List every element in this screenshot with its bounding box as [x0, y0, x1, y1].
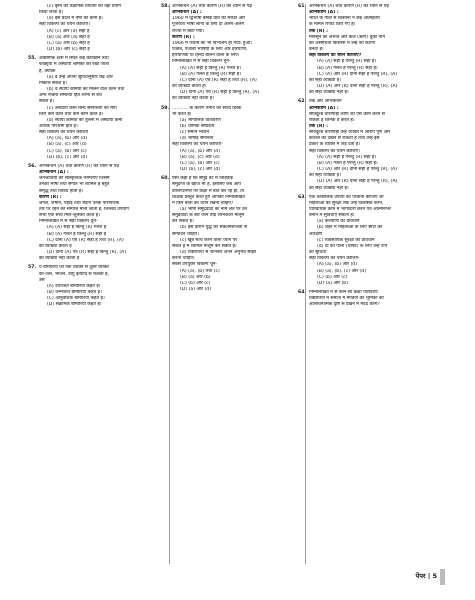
question-block: [298, 4, 445, 96]
text-line: (C) (A) और (R) दोनों सही हैं परन्तु (R), (A): [317, 167, 398, 173]
text-line: (D) (b), (c) और (d): [180, 167, 221, 173]
text-line: उसे: [39, 277, 45, 283]
text-line: तर्क (R) :: [309, 28, 328, 34]
text-line: (C) दोनों (A) एवं (R) सही हैं तथा (R), (A): [47, 237, 124, 243]
text-line: निकाल सकते हैं।: [39, 80, 67, 86]
text-line: (A) (A) सही है परन्तु (R) सही है।: [317, 154, 377, 160]
question-number: 58.: [161, 4, 170, 9]
text-line: तर्क और अभिकथन: [309, 99, 342, 105]
text-line: की सही व्याख्या नहीं है।: [309, 90, 349, 96]
text-line: कौशल को देखने से रोकती है तथा उन्हें इस: [309, 136, 380, 142]
text-line: (C) (b) और (c): [180, 280, 211, 286]
text-line: गुजराती भाषी लोगों के लिए दो अलग-अलग: [172, 22, 245, 28]
text-line: शिक्षक प्रस्तुत करते हुए आपको निम्नलिखित: [172, 194, 245, 200]
text-line: (A) (A) सही है परन्तु (R) सही है।: [317, 59, 377, 65]
column-divider: [305, 4, 306, 564]
text-line: आरक्षण: [309, 231, 323, 237]
text-line: जंगल, जमीन, पहाड़ तथा मैदान उनके पारम्परिक: [39, 200, 119, 206]
text-line: सम्पादन चाहिए।: [172, 231, 199, 237]
text-line: ........... के कारण तनाव को सोचा डिस्क: [172, 105, 242, 111]
text-line: सकते हैं में शामिल मालूम कर सकते हैं।: [172, 243, 237, 249]
text-line: पारिवारिक काम में भागीदारी करने एवं आत्मनिर्भर: [309, 207, 391, 212]
question-block: [298, 99, 445, 191]
text-line: अभिकथन (A) तथा कारण (R) को ध्यान से पढ़ें: [172, 4, 252, 9]
text-line: (b) शहर में महिलाओं के लिए सीटों का: [317, 225, 383, 231]
text-line: अभिकथन (A) :: [172, 10, 202, 16]
text-line: सर्विदूल्ड चारागाहों उन्हें व्यक्ति में आरोप पूर्ण और: [309, 130, 391, 136]
text-line: की सही व्याख्या है।: [309, 173, 341, 179]
text-line: (a) वे उन्हें अपनी सुविधानुसार रख और: [47, 74, 113, 80]
text-line: में किन बातों का ध्यान रखना चाहिए?: [172, 200, 234, 206]
text-line: प्रकार के व्यक्ति में जड़ देती है।: [309, 142, 361, 148]
text-line: (b) वे स्थायी कर्मियों को मिलने वाले वेतन तथा: [47, 87, 125, 93]
text-line: (A) (c) और (d) सही हैं: [47, 28, 90, 34]
text-line: सही विकल्प का चयन कीजिए-: [172, 142, 223, 148]
text-line: तौर पर रहने की सम्पत्ति मानी जाती है, जिनका उपयोग: [39, 207, 129, 212]
text-line: (c) अस्थायी कर्मी बिना सम्पत्तियों की माँग: [47, 105, 117, 111]
text-line: सकते हैं।: [39, 99, 54, 105]
question-block: [298, 290, 445, 308]
text-line: (B) जन्मजात बीमारियाँ कहते हैं।: [47, 290, 102, 296]
text-line: (C) (a), (b) और (c): [47, 148, 87, 154]
text-line: (A) (a), (b) तथा (c): [180, 268, 220, 274]
text-line: बनाने में सुविधाएँ सकता है।: [309, 213, 355, 219]
text-line: (D) (a) और (b): [317, 280, 348, 286]
text-line: (C) (b) और (c): [317, 274, 348, 280]
text-line: (D) (a) और (d): [180, 287, 211, 293]
text-line: (a) भाषा समुद्रवादी का नाम लेते पर उन: [180, 207, 248, 212]
text-line: है, क्योंकि: [39, 68, 56, 74]
text-line: अभिकथन (A) :: [309, 105, 339, 111]
text-line: (A) (a), (b) और (d): [47, 136, 88, 142]
text-line: (d) भाषाई समानता: [180, 136, 214, 142]
text-line: (B) (a), (c) और (d): [47, 142, 87, 148]
text-line: अधिक परिश्रमी होते हैं।: [39, 123, 78, 129]
text-line: महिलाओं की सुरक्षा तक उन्हें विकसित करने,: [309, 200, 384, 206]
text-line: (A) उपार्जित बीमारियाँ कहते हैं।: [47, 283, 101, 289]
question-block: [28, 265, 167, 308]
text-line: फैक्ट्रियों में अस्थायी श्रमिकों को रखा जाता: [39, 62, 109, 68]
text-line: की सही व्याख्या नहीं है।: [309, 185, 349, 191]
text-line: (B) (a) और (b): [180, 274, 211, 280]
question-number: 64.: [298, 290, 307, 296]
text-line: अभिकथन (A) :: [309, 10, 339, 16]
text-line: (C) दोनों (A) एवं (R) सही हैं तथा (R), (A): [180, 77, 257, 83]
text-line: आलोचनात्मक दृष्टि से देखने में मदद करेंगे?: [309, 302, 380, 308]
text-line: (D) संक्रामक बीमारियाँ कहते हैं।: [47, 302, 102, 308]
text-line: वाशिंगटनगर पर कक्षा में बात कर रहे हो, तो: [172, 188, 244, 194]
text-line: 1960 में द्विभाषी बम्बई प्रांत को मराठी और: [172, 16, 246, 22]
text-line: अभिकथन (A) :: [39, 170, 69, 176]
page-footer: [340, 569, 445, 583]
text-line: (B) (A) गलत है परन्तु (R) सही है।: [317, 65, 378, 71]
text-line: राज्यों में बाँटा गया।: [172, 28, 205, 34]
text-line: (B) (a) और (d) सही हैं: [47, 34, 90, 40]
text-line: (d) दो की पाली (शिफ्ट) के लिए उन्हें टीप: [317, 243, 388, 249]
text-line: (A) (a), (b) और (d): [317, 262, 358, 268]
text-line: (b) इस दौरान युद्ध को सकेतनशीलता से: [180, 225, 248, 231]
question-number: 55.: [28, 56, 37, 62]
text-line: के मामले रिपोर्ट किए गए हैं।: [309, 22, 356, 28]
text-line: (c) समान भोजन: [180, 130, 209, 136]
text-line: निम्नलिखित में से कौन-सी कक्षा परिदिवेय: [309, 290, 378, 296]
question-block: [28, 56, 170, 161]
question-number: 63.: [298, 194, 307, 200]
text-line: (b) धार्मिक सम्प्रदाय: [180, 123, 215, 129]
question-block: [161, 4, 302, 103]
page-number-label: पेपर | 5: [415, 572, 437, 580]
question-number: 60.: [161, 176, 170, 182]
text-line: की सुविधा: [309, 250, 327, 256]
text-line: किए कम वेतन तथा कम काम करते हैं।: [39, 111, 104, 117]
question-number: 62.: [298, 99, 307, 105]
question-block: [161, 105, 302, 174]
text-line: की व्याख्या करता है।: [172, 84, 207, 90]
text-line: (d) विद्यार्थियों से जानकर अपने अनुभव साझा: [180, 250, 257, 256]
question-number: 61.: [298, 4, 307, 9]
text-line: (D) दोनों (A) एवं (R) सही हैं किन्तु (R), (A): [47, 250, 127, 256]
text-line: समुद्रवादी के बारे जान तोड़ लाभकारी मालूम: [172, 213, 245, 219]
text-line: की व्याख्या नहीं करता है: [39, 256, 80, 262]
text-line: (D) (A) और (R) दोनों सही हैं परन्तु (R), (A): [317, 179, 398, 185]
text-line: (c) व्यवसायिक सुरक्षा का प्रावधान: [317, 237, 375, 243]
text-line: ऐसा कहा है कि समुद्र तट में तिहिवाई: [172, 176, 233, 182]
text-line: (B) (a), (b), (c) और (d): [317, 268, 367, 274]
text-line: कारण (R) :: [39, 194, 62, 200]
text-line: सभी एक साथ मिल-जुलकर करते हैं।: [39, 213, 100, 219]
text-line: ये बीमारियाँ जो एक व्यक्ति से दूसरे व्यक्ति: [39, 265, 109, 271]
text-line: किया जाता है।: [39, 10, 64, 16]
text-line: (D) दोनों (A) एवं (R) सही हैं किन्तु (R), (A): [180, 90, 260, 96]
column-3: [298, 4, 445, 312]
text-line: को-जल, भोजन, वायु इत्यादि से फैलती है,: [39, 271, 109, 277]
text-line: जनजातियों की सांस्कृतिक-परम्पराएँ जिसमें: [39, 176, 110, 182]
text-line: (c) कृषि की वैज्ञानिक विधियों का वहाँ प्रयोग: [47, 4, 121, 9]
text-line: (d) इस प्रदेश में वर्षा की कमी है।: [47, 16, 103, 22]
text-line: हरियाणवी या हिन्दी बोलने वालों के लिए।: [172, 53, 240, 59]
text-line: की व्याख्या करता है: [39, 243, 72, 249]
text-line: सही विकल्प का चयन कीजिए?: [309, 53, 362, 59]
text-line: भी करते हैं।: [172, 111, 192, 117]
text-line: निम्नलिखित में से सही विकल्प चुनें-: [172, 59, 231, 65]
text-line: (C) आनुवंशिक बीमारियाँ कहते हैं।: [47, 296, 105, 302]
text-line: सही विकल्प का चयन कीजिए-: [309, 256, 360, 262]
text-line: सर्विदूल्ड चारागाहों लोगों को ऐसे काम करने से: [309, 111, 385, 117]
text-line: सही विकल्प का चयन कीजिए।: [39, 22, 90, 28]
question-number: 57.: [28, 265, 37, 271]
text-line: (C) (a), (b) और (c): [180, 160, 220, 166]
text-line: (C) (a) और (b) सही हैं: [47, 40, 90, 46]
text-line: पंजाब, पंजाबी भाषियों के लिए और हरियाणा,: [172, 47, 248, 53]
text-line: (A) (A) सही है किन्तु (R) गलत है।: [180, 65, 241, 71]
column-1: [28, 4, 170, 312]
text-line: (B) (A) गलत है किन्तु (R) सही है: [47, 231, 107, 237]
text-line: एक तत्कालिक उपायों की परवाना कीजिए जो: [309, 194, 384, 200]
text-line: समुद्रग्ज के खाज भी हैं, इसलिए जब आप: [172, 182, 241, 188]
text-line: भारत के गांवों से किसानों ने कई आत्महत्या: [309, 16, 380, 22]
column-2: [161, 4, 302, 296]
text-line: (c) खूब साथ करने वाला ध्यान पर: [180, 237, 238, 243]
text-line: (D) (A) और (R) दोनों सही हैं परन्तु (R), (A): [317, 84, 398, 90]
text-line: समृद्ध तथा विविध होती हैं।: [39, 188, 84, 194]
text-line: तर्क (R) :: [309, 123, 328, 129]
text-line: (a) कल्याणी का प्रावधान: [317, 219, 360, 225]
text-line: की व्याख्या नहीं करता है।: [172, 96, 215, 102]
column-divider: [169, 4, 170, 564]
text-line: अभिकथन (A) तथा कारण (R) को ध्यान से पढ़ें: [39, 163, 119, 169]
text-line: औद्योगिक क्षेत्रों में स्थित कई कारखाने तथा: [39, 56, 109, 62]
text-line: (d) स्थायी कर्मियों की तुलना में अस्थायी कर्मी: [47, 117, 123, 123]
text-line: की असमर्थता किसानों में उन्हें का कारण: [309, 40, 376, 46]
text-line: सही विकल्प का चयन कीजिए।: [309, 148, 360, 154]
text-line: उनकी भाषा तथा संगीत भी शामिल है बहुत: [39, 182, 110, 188]
text-line: मानसून का अभाव और कर्ज (ऋण) चुका पाने: [309, 34, 385, 40]
text-line: सही विकल्प का चयन कीजिए: [39, 130, 89, 136]
text-line: 1966 में पंजाब का भी विभाजन हो गया। हुआ।: [172, 40, 252, 46]
text-line: सबसे उपयुक्त विकल्प चुनें-: [172, 262, 218, 268]
text-line: विद्यार्थियों में समाज में मीडिया की भूमिका को: [309, 296, 384, 302]
text-line: (D) (b), (c) और (d): [47, 154, 88, 160]
question-block: [298, 194, 445, 287]
text-line: करना चाहिए।: [172, 256, 195, 262]
text-line: (A) (a), (b) और (d): [180, 148, 221, 154]
text-line: की सही व्याख्या है।: [309, 77, 341, 83]
text-line: रोकती है जिनके वे करते हैं।: [309, 117, 355, 123]
text-line: अन्य नौकरी सम्बन्धी हित लाभों से बच: [39, 93, 102, 99]
text-line: (B) (A) गलत है परन्तु (R) सही है।: [317, 160, 378, 166]
text-line: कर सकते हैं।: [172, 219, 194, 225]
text-line: (B) (a), (c) और (d): [180, 154, 220, 160]
text-line: कारण (R) :: [172, 34, 195, 40]
text-line: (a) भौगोलिक वातावरण: [180, 117, 221, 123]
question-number: 56.: [28, 163, 37, 169]
question-number: 59.: [161, 105, 170, 111]
text-line: (B) (A) गलत है किन्तु (R) सही है।: [180, 71, 241, 77]
text-line: (A) (A) सही है किन्तु (R) गलत है: [47, 225, 107, 231]
question-block: [161, 176, 302, 293]
text-line: निम्नलिखित में से सही विकल्प चुनें-: [39, 219, 98, 225]
question-block: [28, 163, 170, 263]
text-line: बनता है।: [309, 47, 324, 53]
text-line: (D) (b) और (c) सही हैं: [47, 47, 90, 53]
footer-band: [440, 569, 445, 585]
text-line: (C) (A) और (R) दोनों सही हैं परन्तु (R), (A): [317, 71, 398, 77]
text-line: अभिकथन (A) तथा कारण (R) को ध्यान से पढ़ें: [309, 4, 389, 9]
question-block: [39, 4, 170, 53]
